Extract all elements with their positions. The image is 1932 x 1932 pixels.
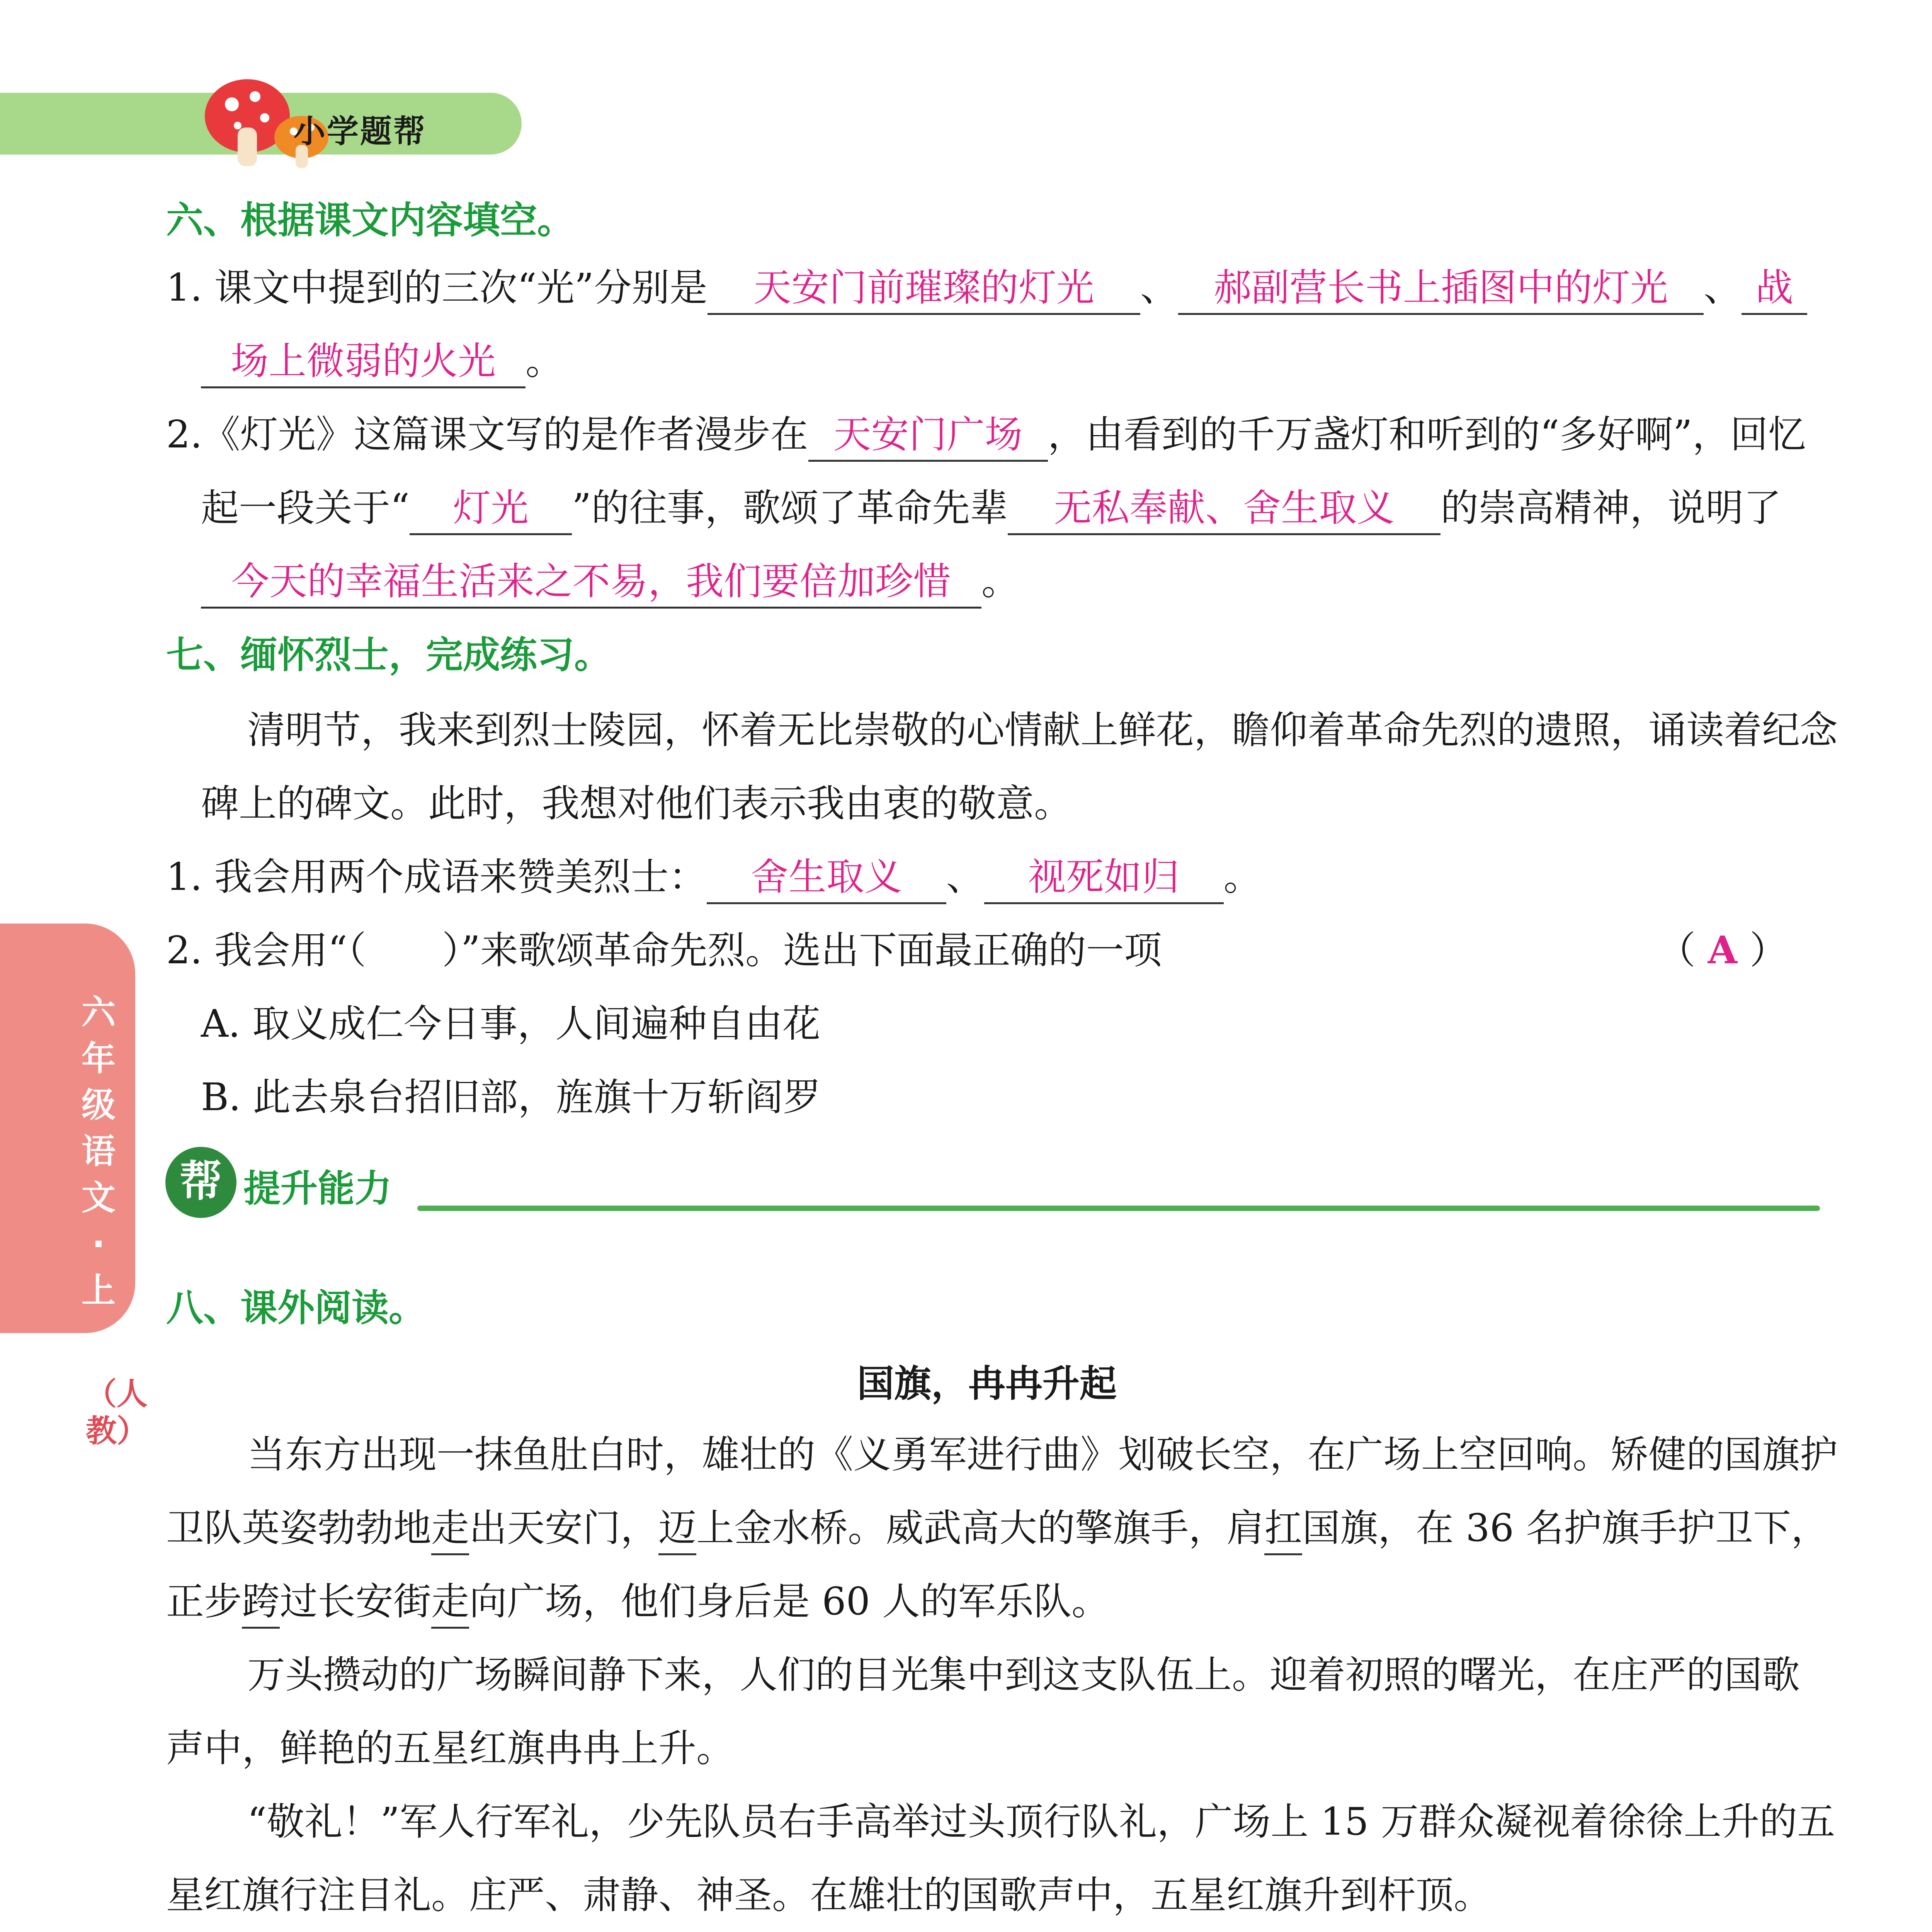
s7-para-line1: 清明节，我来到烈士陵园，怀着无比崇敬的心情献上鲜花，瞻仰着革命先烈的遗照，诵读着纪念 — [247, 708, 1838, 752]
text-run: 国旗，在 36 名护旗手护卫下， — [1302, 1506, 1829, 1550]
s7-q2-prefix: 2. 我会用“（ ）”来歌颂革命先烈。选出下面最正确的一项 — [166, 929, 1162, 973]
section-7-heading: 七、缅怀烈士，完成练习。 — [166, 633, 611, 677]
s6-q1-answer-3-start: 战 — [1742, 263, 1807, 315]
underlined-verb: 走 — [431, 1577, 469, 1629]
s6-q1-line2 — [201, 336, 1862, 388]
s7-q2-answer-box — [1658, 925, 1787, 976]
s6-q1-answer-1: 天安门前璀璨的灯光 — [707, 263, 1140, 315]
underlined-verb: 跨 — [242, 1577, 280, 1629]
text-run: 过长安街 — [280, 1580, 432, 1624]
s7-q1-prefix: 1. 我会用两个成语来赞美烈士： — [166, 855, 707, 899]
article-title: 国旗，冉冉升起 — [857, 1362, 1117, 1405]
s6-q1-answer-3-cont: 场上微弱的火光 — [201, 336, 526, 388]
s6-q2-answer-2: 灯光 — [410, 483, 572, 535]
text-run: 卫队英姿勃勃地 — [166, 1506, 432, 1550]
side-tab-grade: 六年级语文·上 — [81, 992, 116, 1310]
s7-option-a: A. 取义成仁今日事，人间遍种自由花 — [201, 1002, 821, 1046]
header-title: 小学题帮 — [294, 113, 427, 150]
ability-label: 提升能力 — [243, 1167, 392, 1210]
underlined-verb: 走 — [431, 1503, 469, 1555]
s6-q2-line2 — [201, 483, 1862, 535]
s7-q2-answer: A — [1708, 928, 1738, 973]
s6-q1-answer-2: 郝副营长书上插图中的灯光 — [1178, 263, 1704, 315]
s6-q2-p1: 2.《灯光》这篇课文写的是作者漫步在 — [166, 413, 808, 457]
s6-q2-p2: ，由看到的千万盏灯和听到的“多好啊”，回忆 — [1048, 413, 1806, 457]
section-8-heading: 八、课外阅读。 — [166, 1286, 426, 1330]
ability-badge-text: 帮 — [180, 1156, 222, 1206]
s7-q1-answer-2: 视死如归 — [984, 852, 1224, 904]
s7-q1-answer-1: 舍生取义 — [707, 852, 946, 904]
s7-q1-sep: 、 — [946, 855, 984, 899]
article-p3-line1: “敬礼！”军人行军礼，少先队员右手高举过头顶行队礼，广场上 15 万群众凝视着徐徐上升的五 — [247, 1800, 1835, 1844]
s7-q1 — [166, 852, 1828, 904]
s6-q1-sep1: 、 — [1140, 266, 1178, 310]
article-p1-line3 — [166, 1577, 1828, 1629]
text-run: 出天安门， — [469, 1506, 659, 1550]
s6-q2-line1 — [166, 410, 1828, 462]
text-run: 正步 — [166, 1580, 242, 1624]
ability-badge-icon — [162, 1144, 240, 1221]
s6-q1-line1 — [166, 263, 1828, 315]
underlined-verb: 扛 — [1264, 1503, 1302, 1555]
s7-option-b: B. 此去泉台招旧部，旌旗十万斩阎罗 — [201, 1075, 821, 1119]
s7-q1-end: 。 — [1223, 855, 1262, 899]
text-run: 上金水桥。威武高大的擎旗手，肩 — [696, 1506, 1265, 1550]
s6-q2-end: 。 — [981, 560, 1020, 604]
article-p1-line2 — [166, 1503, 1828, 1555]
s7-q2-paren-close: ） — [1750, 929, 1788, 973]
s7-para-line2: 碑上的碑文。此时，我想对他们表示我由衷的敬意。 — [201, 782, 1072, 826]
s6-q1-end: 。 — [526, 339, 564, 383]
text-run: 向广场，他们身后是 60 人的军乐队。 — [469, 1580, 1110, 1624]
s7-q2-paren-open: （ — [1658, 929, 1696, 973]
ability-rule — [417, 1206, 1820, 1211]
s6-q2-p4: ”的往事，歌颂了革命先辈 — [572, 486, 1008, 530]
underlined-verb: 迈 — [658, 1503, 696, 1555]
s6-q2-p5: 的崇高精神，说明了 — [1440, 486, 1782, 530]
article-p3-line2: 星红旗行注目礼。庄严、肃静、神圣。在雄壮的国歌声中，五星红旗升到杆顶。 — [166, 1873, 1492, 1917]
s6-q1-prefix: 1. 课文中提到的三次“光”分别是 — [166, 266, 707, 310]
article-p2-line2: 声中，鲜艳的五星红旗冉冉上升。 — [166, 1726, 735, 1770]
article-p2-line1: 万头攒动的广场瞬间静下来，人们的目光集中到这支队伍上。迎着初照的曙光，在庄严的国歌 — [247, 1653, 1800, 1697]
s7-q2 — [166, 925, 1828, 976]
section-6-heading: 六、根据课文内容填空。 — [166, 199, 574, 242]
article-p1-line1: 当东方出现一抹鱼肚白时，雄壮的《义勇军进行曲》划破长空，在广场上空回响。矫健的国旗护 — [247, 1433, 1838, 1477]
s6-q2-answer-4: 今天的幸福生活来之不易，我们要倍加珍惜 — [201, 556, 981, 609]
s6-q1-sep2: 、 — [1703, 266, 1742, 310]
s6-q2-answer-1: 天安门广场 — [808, 410, 1048, 462]
side-tab-edition: （人教） — [86, 1376, 148, 1449]
s6-q2-line3 — [201, 556, 1862, 609]
s6-q2-answer-3: 无私奉献、舍生取义 — [1008, 483, 1440, 535]
s6-q2-p3: 起一段关于“ — [201, 486, 410, 530]
